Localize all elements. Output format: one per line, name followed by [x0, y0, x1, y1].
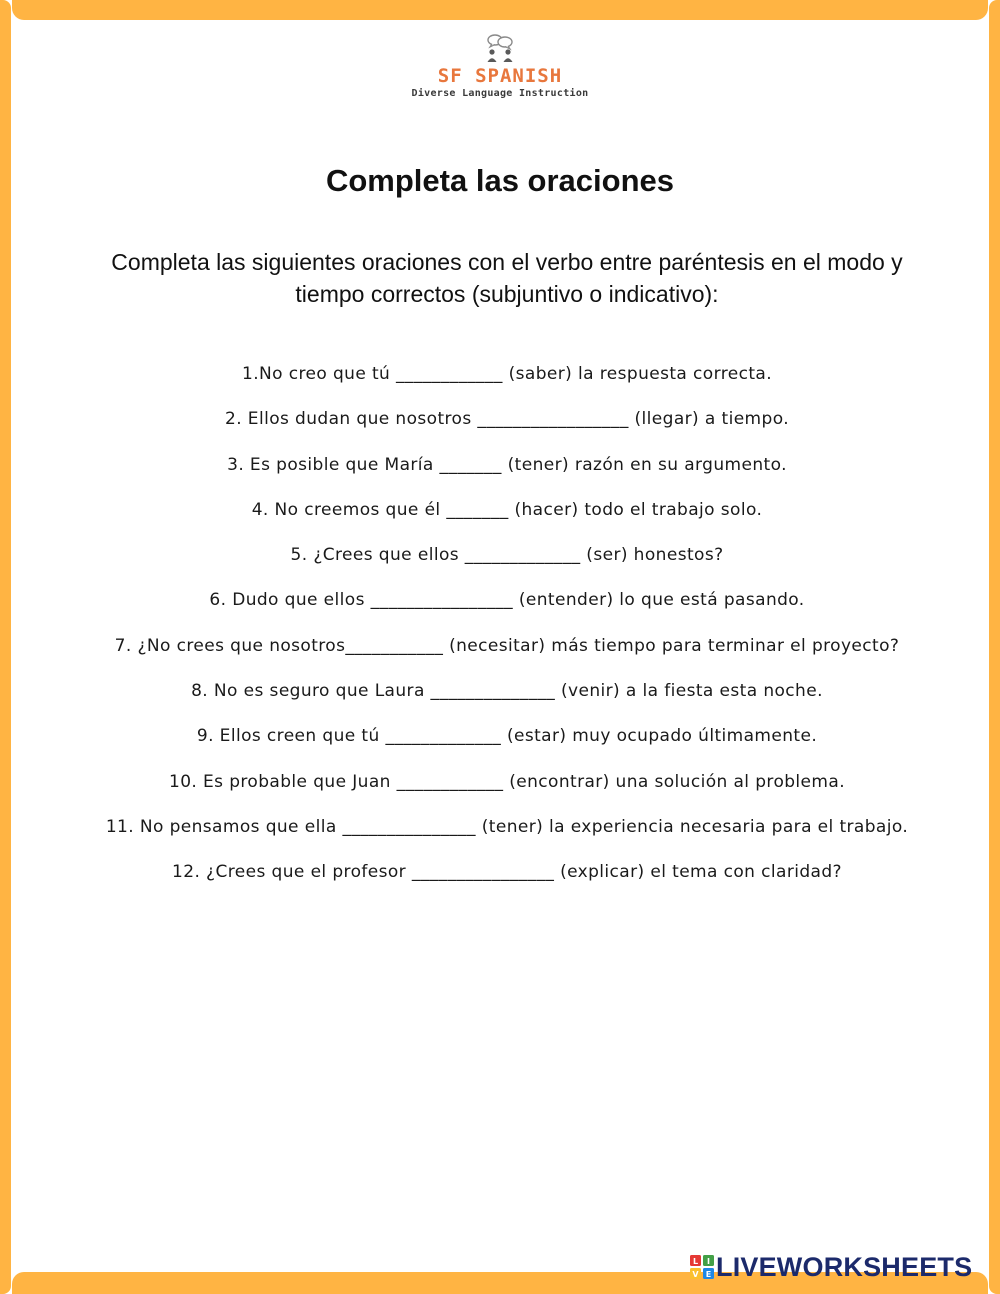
question-item: 4. No creemos que él _______ (hacer) todo el trabajo solo.: [251, 499, 763, 520]
worksheet-title: Completa las oraciones: [325, 163, 674, 198]
question-item: 12. ¿Crees que el profesor ________________ (explicar) el tema con claridad?: [172, 862, 842, 883]
brand-logo: [0, 33, 1000, 100]
question-item: 1.No creo que tú ____________ (saber) la respuesta correcta.: [241, 364, 772, 384]
brand-name: SF SPANISH: [437, 65, 563, 87]
question-list: [100, 352, 914, 896]
worksheet-instructions: Completa las siguientes oraciones con el verbo entre paréntesis en el modo y tiempo correctos (subjuntivo o indicativo):: [111, 249, 903, 307]
question-item: 2. Ellos dudan que nosotros _________________ (llegar) a tiempo.: [224, 409, 790, 430]
liveworksheets-text: LIVEWORKSHEETS: [716, 1252, 973, 1282]
question-item: 8. No es seguro que Laura ______________ (venir) a la fiesta esta noche.: [191, 681, 823, 702]
liveworksheets-logo-icon: [690, 1255, 714, 1279]
svg-text:I: I: [707, 1256, 710, 1266]
brand-tagline: Diverse Language Instruction: [411, 88, 589, 99]
question-item: 11. No pensamos que ella _______________ (tener) la experiencia necesaria para el trabajo.: [105, 816, 909, 837]
svg-text:V: V: [692, 1269, 699, 1279]
liveworksheets-watermark: [690, 1252, 972, 1282]
speech-bubbles-people-icon: [483, 33, 517, 63]
svg-text:E: E: [705, 1269, 712, 1279]
question-item: 10. Es probable que Juan ____________ (encontrar) una solución al problema.: [168, 771, 846, 792]
question-item: 6. Dudo que ellos ________________ (entender) lo que está pasando.: [209, 590, 805, 611]
frame-top-border: [12, 0, 988, 20]
question-item: 3. Es posible que María _______ (tener) razón en su argumento.: [227, 454, 787, 475]
svg-text:L: L: [692, 1256, 699, 1266]
question-item: 7. ¿No crees que nosotros___________ (necesitar) más tiempo para terminar el proyecto?: [114, 635, 900, 656]
question-item: 9. Ellos creen que tú _____________ (estar) muy ocupado últimamente.: [196, 726, 818, 747]
question-item: 5. ¿Crees que ellos _____________ (ser) honestos?: [290, 545, 724, 566]
